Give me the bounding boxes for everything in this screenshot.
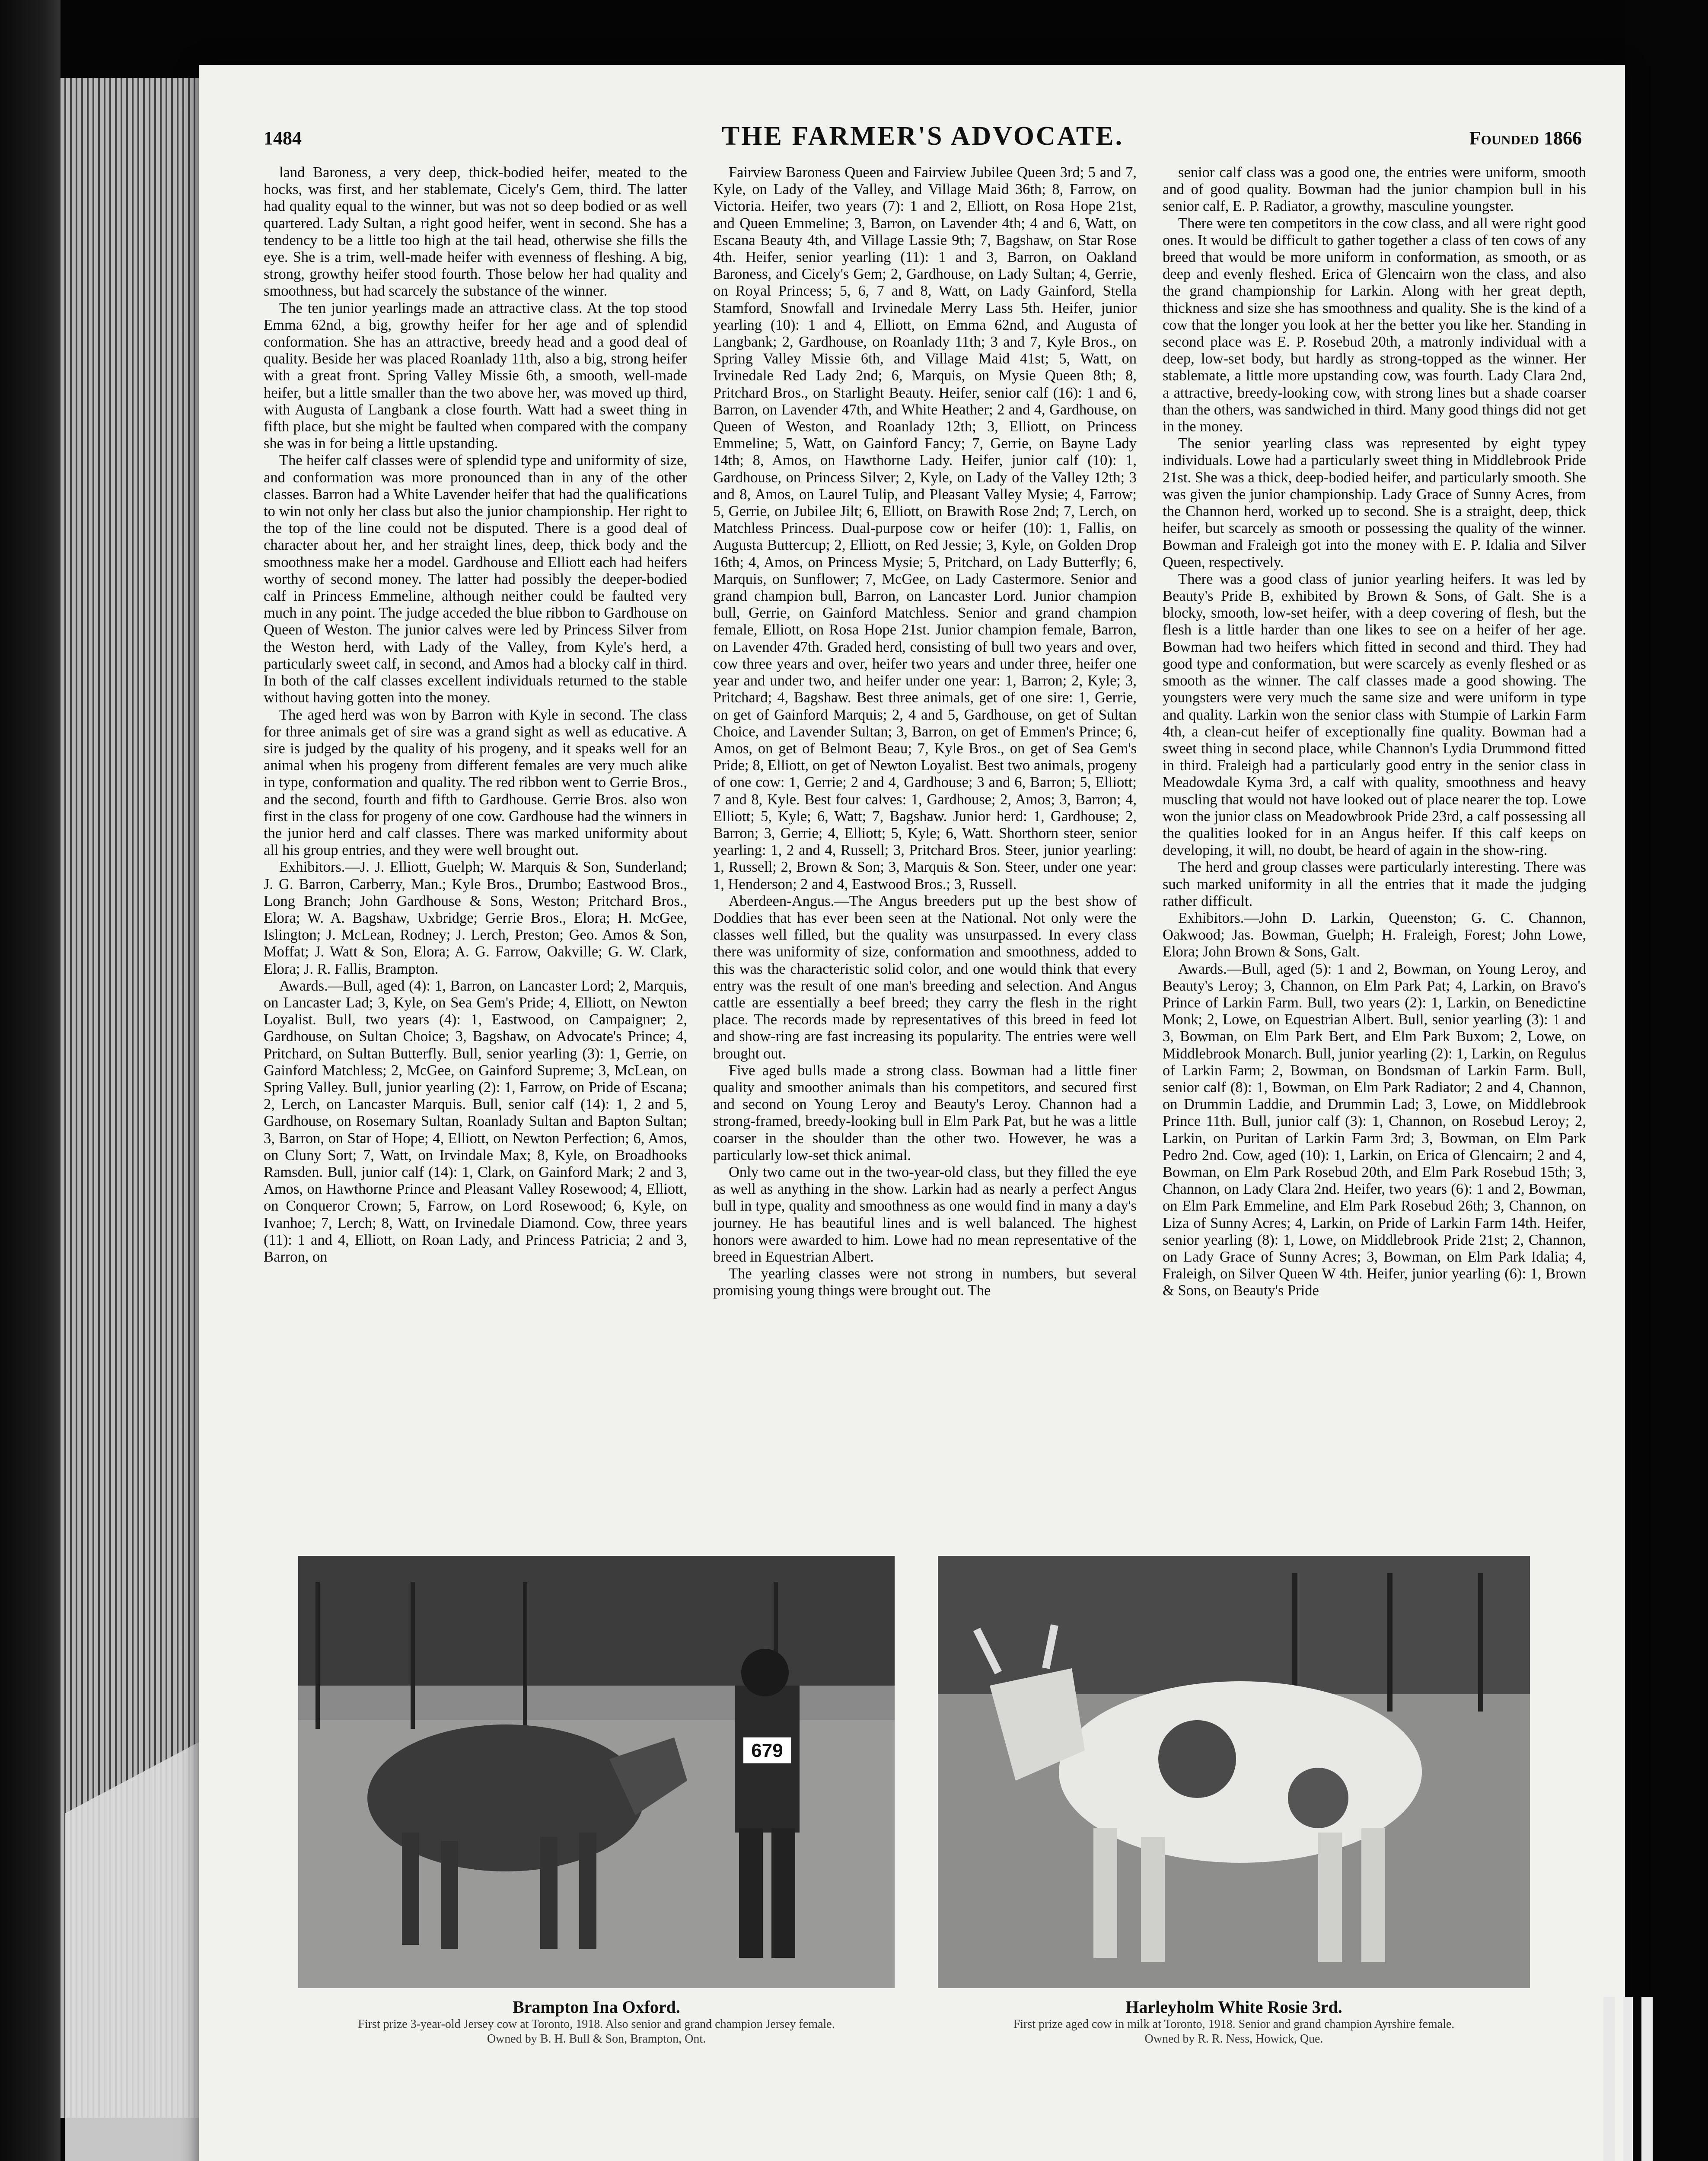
masthead-title: THE FARMER'S ADVOCATE. [721, 121, 1124, 151]
page-header [264, 121, 1582, 156]
text-column-2 [713, 164, 1137, 1608]
founded-line: Founded 1866 [1469, 127, 1582, 149]
text-column-1 [264, 164, 687, 1608]
paragraph: land Baroness, a very deep, thick-bodied heifer, meated to the hocks, was first, and her stablemate, Cicely's Gem, third. The latter had quality equal to the winner, but was not so deep bodied or as well quartered. Lady Sultan, a right good heifer, went in second. She has a tendency to be a little too high at the tail head, otherwise she fills the eye. She is a trim, well-made heifer with evenness of fleshing. A big, strong, growthy heifer stood fourth. Those below her had quality and smoothness, but had scarcely the substance of the winner. [264, 164, 687, 300]
book-binding-left [0, 0, 61, 2161]
paragraph: There were ten competitors in the cow class, and all were right good ones. It would be difficult to gather together a class of ten cows of any breed that would be more uniform in conformation, as smooth, or as deep and evenly fleshed. Erica of Glencairn won the class, and also the grand championship for Larkin. Along with her great depth, thickness and size she has smoothness and quality. She is the kind of a cow that the longer you look at her the better you like her. Standing in second place was E. P. Rosebud 20th, a matronly individual with a deep, low-set body, but hardly as strong-topped as the winner. Her stablemate, a little more upstanding cow, was fourth. Lady Clara 2nd, a attractive, breedy-looking cow, with strong lines but a shade coarser than the others, was sandwiched in third. Many good things did not get in the money. [1163, 215, 1586, 435]
paragraph: The aged herd was won by Barron with Kyle in second. The class for three animals get of sire was a grand sight as well as educative. A sire is judged by the quality of his progeny, and it speaks well for an animal when his progeny from different females are very much alike in type, conformation and quality. The red ribbon went to Gerrie Bros., and the second, fourth and fifth to Gardhouse. Gerrie Bros. also won first in the class for progeny of one cow. Gardhouse had the winners in the junior herd and calf classes. There was marked uniformity about all his group entries, and they were well brought out. [264, 706, 687, 859]
scan-background-right [1625, 0, 1708, 2161]
jersey-cow-image [298, 1556, 895, 1988]
caption-owner: Owned by B. H. Bull & Son, Brampton, Ont. [487, 2032, 706, 2046]
caption-ayrshire-cow [938, 1997, 1530, 2046]
photo-jersey-cow [298, 1556, 895, 1988]
exhibitor-number-card: 679 [751, 1740, 783, 1761]
photo-ayrshire-cow [938, 1556, 1530, 1988]
paragraph: Fairview Baroness Queen and Fairview Jubilee Queen 3rd; 5 and 7, Kyle, on Lady of the Valley, and Village Maid 36th; 8, Farrow, on Victoria. Heifer, two years (7): 1 and 2, Elliott, on Rosa Hope 21st, and Queen Emmeline; 3, Barron, on Lavender 4th; 4 and 6, Watt, on Escana Beauty 4th, and Village Lassie 9th; 7, Bagshaw, on Star Rose 4th. Heifer, senior yearling (11): 1 and 3, Barron, on Oakland Baroness, and Cicely's Gem; 2, Gardhouse, on Lady Sultan; 4, Gerrie, on Royal Princess; 5, 6, 7 and 8, Watt, on Lady Gainford, Stella Stamford, Snowfall and Irvinedale Merry Lass 5th. Heifer, junior yearling (10): 1 and 4, Elliott, on Emma 62nd, and Augusta of Langbank; 2, Gardhouse, on Roanlady 11th; 3 and 7, Kyle Bros., on Spring Valley Missie 6th, and Village Maid 41st; 5, Watt, on Irvinedale Red Lady 2nd; 6, Marquis, on Mysie Queen 8th; 8, Pritchard Bros., on Starlight Beauty. Heifer, senior calf (16): 1 and 6, Barron, on Lavender 47th, and White Heather; 2 and 4, Gardhouse, on Queen of Weston, and Roanlady 12th; 3, Elliott, on Princess Emmeline; 5, Watt, on Gainford Fancy; 7, Gerrie, on Bayne Lady 14th; 8, Amos, on Hawthorne Lady. Heifer, junior calf (10): 1, Gardhouse, on Princess Silver; 2, Kyle, on Lady of the Valley 12th; 3 and 8, Amos, on Laurel Tulip, and Pleasant Valley Mysie; 4, Farrow; 5, Gerrie, on Jubilee Jilt; 6, Elliott, on Brawith Rose 2nd; 7, Lerch, on Matchless Princess. Dual-purpose cow or heifer (10): 1, Fallis, on Augusta Buttercup; 2, Elliott, on Red Jessie; 3, Kyle, on Golden Drop 16th; 4, Amos, on Princess Mysie; 5, Pritchard, on Lady Butterfly; 6, Marquis, on Sunflower; 7, McGee, on Lady Castermore. Senior and grand champion bull, Barron, on Lancaster Lord. Junior champion bull, Gerrie, on Gainford Matchless. Senior and grand champion female, Elliott, on Rosa Hope 21st. Junior champion female, Barron, on Lavender 47th. Graded herd, consisting of bull two years and over, cow three years and over, heifer two years and under three, heifer one year and under two, and heifer under one year: 1, Barron; 2, Kyle; 3, Pritchard; 4, Bagshaw. Best three animals, get of one sire: 1, Gerrie, on get of Gainford Marquis; 2, 4 and 5, Gardhouse, on get of Sultan Choice, and Lavender Sultan; 3, Barron, on get of Emmen's Prince; 6, Amos, on get of Belmont Beau; 7, Kyle Bros., on get of Sea Gem's Pride; 8, Elliott, on get of Newton Loyalist. Best two animals, progeny of one cow: 1, Gerrie; 2 and 4, Gardhouse; 3 and 6, Barron; 5, Elliott; 7 and 8, Kyle. Best four calves: 1, Gardhouse; 2, Amos; 3, Barron; 4, Elliott; 5, Kyle; 6, Watt; 7, Bagshaw. Junior herd: 1, Gardhouse; 2, Barron; 3, Gerrie; 4, Elliott; 5, Kyle; 6, Watt. Shorthorn steer, senior yearling: 1, 2 and 4, Russell; 3, Pritchard Bros. Steer, junior yearling: 1, Russell; 2, Brown & Son; 3, Marquis & Son. Steer, under one year: 1, Henderson; 2 and 4, Eastwood Bros.; 3, Russell. [713, 164, 1137, 892]
newspaper-page [199, 65, 1625, 2161]
paragraph: There was a good class of junior yearling heifers. It was led by Beauty's Pride B, exhibited by Brown & Sons, of Galt. She is a blocky, smooth, low-set heifer, with a deep covering of flesh, but the flesh is a little harder than one likes to see on a heifer of her age. Bowman had two heifers which fitted in second and third. They had good type and conformation, but were scarcely as evenly fleshed or as smooth as the winner. The calf classes made a good showing. The youngsters were very much the same size and were uniform in type and quality. Larkin won the senior class with Stumpie of Larkin Farm 4th, a clean-cut heifer of exceptionally fine quality. Bowman had a sweet thing in second place, while Channon's Lydia Drummond fitted in third. Fraleigh had a particularly good entry in the senior class in Meadowdale Kyma 3rd, a calf with quality, smoothness and heavy muscling that would not have looked out of place nearer the top. Lowe won the junior class on Meadowbrook Pride 23rd, a calf possessing all the qualities looked for in an Angus heifer. If this calf keeps on developing, it will, no doubt, be heard of again in the show-ring. [1163, 571, 1586, 859]
paragraph: The ten junior yearlings made an attractive class. At the top stood Emma 62nd, a big, growthy heifer for her age and of splendid conformation. She has an attractive, breedy head and a good deal of quality. Beside her was placed Roanlady 11th, also a big, strong heifer with a great front. Spring Valley Missie 6th, a smooth, well-made heifer, but a little smaller than the two above her, was moved up third, with Augusta of Langbank a close fourth. Watt had a sweet thing in fifth place, but she might be faulted when compared with the company she was in for being a little upstanding. [264, 300, 687, 452]
caption-line: First prize 3-year-old Jersey cow at Toronto, 1918. Also senior and grand champion Jersey female. [358, 2018, 835, 2031]
caption-title: Harleyholm White Rosie 3rd. [1125, 1997, 1342, 2017]
text-column-3 [1163, 164, 1586, 1608]
paragraph: Aberdeen-Angus.—The Angus breeders put up the best show of Doddies that has ever been seen at the National. Not only were the classes well filled, but the quality was unsurpassed. In every class there was uniformity of size, conformation and smoothness, added to this was the characteristic solid color, and one would think that every entry was the result of one man's breeding and selection. And Angus cattle are essentially a beef breed; they carry the flesh in the right place. The records made by representatives of this breed in feed lot and show-ring are fast increasing its popularity. The entries were well brought out. [713, 892, 1137, 1062]
caption-jersey-cow [298, 1997, 895, 2046]
article-columns [264, 164, 1586, 1608]
paragraph: Five aged bulls made a strong class. Bowman had a little finer quality and smoother animals than his competitors, and secured first and second on Young Leroy and Beauty's Leroy. Channon had a strong-framed, breedy-looking bull in Elm Park Pat, but he was a little coarser in the shoulder than the other two. However, he was a particularly low-set thick animal. [713, 1062, 1137, 1163]
paragraph: Awards.—Bull, aged (4): 1, Barron, on Lancaster Lord; 2, Marquis, on Lancaster Lad; 3, Kyle, on Sea Gem's Pride; 4, Elliott, on Newton Loyalist. Bull, two years (4): 1, Eastwood, on Campaigner; 2, Gardhouse, on Sultan Choice; 3, Bagshaw, on Advocate's Prince; 4, Pritchard, on Sultan Butterfly. Bull, senior yearling (3): 1, Gerrie, on Gainford Matchless; 2, McGee, on Gainford Supreme; 3, McLean, on Spring Valley. Bull, junior yearling (2): 1, Farrow, on Pride of Escana; 2, Lerch, on Lancaster Marquis. Bull, senior calf (14): 1, 2 and 5, Gardhouse, on Rosemary Sultan, Roanlady Sultan and Bapton Sultan; 3, Barron, on Star of Hope; 4, Elliott, on Newton Perfection; 6, Amos, on Cluny Sort; 7, Watt, on Irvindale Max; 8, Kyle, on Broadhooks Ramsden. Bull, junior calf (14): 1, Clark, on Gainford Mark; 2 and 3, Amos, on Hawthorne Prince and Pleasant Valley Rosewood; 4, Elliott, on Conqueror Crown; 5, Farrow, on Lord Rosewood; 6, Kyle, on Ivanhoe; 7, Lerch; 8, Watt, on Irvinedale Diamond. Cow, three years (11): 1 and 4, Elliott, on Roan Lady, and Princess Patricia; 2 and 3, Barron, on [264, 977, 687, 1265]
paragraph: The yearling classes were not strong in numbers, but several promising young things were brought out. The [713, 1265, 1137, 1299]
ayrshire-cow-image [938, 1556, 1530, 1988]
film-marker-bars [1599, 1997, 1686, 2161]
caption-line: First prize aged cow in milk at Toronto, 1918. Senior and grand champion Ayrshire female. [1013, 2018, 1455, 2031]
paragraph: The herd and group classes were particularly interesting. There was such marked uniformity in all the entries that it made the judging rather difficult. [1163, 859, 1586, 909]
paragraph: Exhibitors.—J. J. Elliott, Guelph; W. Marquis & Son, Sunderland; J. G. Barron, Carberry, Man.; Kyle Bros., Drumbo; Eastwood Bros., Long Branch; John Gardhouse & Sons, Weston; Pritchard Bros., Elora; W. A. Bagshaw, Uxbridge; Gerrie Bros., Elora; H. McGee, Islington; J. McLean, Rodney; J. Lerch, Preston; Geo. Amos & Son, Moffat; J. Watt & Son, Elora; A. G. Farrow, Oakville; G. W. Clark, Elora; J. R. Fallis, Brampton. [264, 859, 687, 977]
paragraph: Exhibitors.—John D. Larkin, Queenston; G. C. Channon, Oakwood; Jas. Bowman, Guelph; H. Fraleigh, Forest; John Lowe, Elora; John Brown & Sons, Galt. [1163, 909, 1586, 960]
paragraph: Only two came out in the two-year-old class, but they filled the eye as well as anything in the show. Larkin had as nearly a perfect Angus bull in type, quality and smoothness as one would find in many a day's journey. He has beautiful lines and is well balanced. The highest honors were awarded to him. Lowe had no mean representative of the breed in Equestrian Albert. [713, 1163, 1137, 1265]
paragraph: The senior yearling class was represented by eight typey individuals. Lowe had a particularly sweet thing in Middlebrook Pride 21st. She was a thick, deep-bodied heifer, and particularly smooth. She was given the junior championship. Lady Grace of Sunny Acres, from the Channon herd, worked up to second. She is a straight, deep, thick heifer, but scarcely as smooth or possessing the quality of the winner. Bowman and Fraleigh got into the money with E. P. Idalia and Silver Queen, respectively. [1163, 435, 1586, 571]
paragraph: Awards.—Bull, aged (5): 1 and 2, Bowman, on Young Leroy, and Beauty's Leroy; 3, Channon, on Elm Park Pat; 4, Larkin, on Bravo's Prince of Larkin Farm. Bull, two years (2): 1, Larkin, on Benedictine Monk; 2, Lowe, on Equestrian Albert. Bull, senior yearling (3): 1 and 3, Bowman, on Elm Park Bert, and Elm Park Buxom; 2, Lowe, on Middlebrook Monarch. Bull, junior yearling (2): 1, Larkin, on Regulus of Larkin Farm; 2, Bowman, on Bondsman of Larkin Farm. Bull, senior calf (8): 1, Bowman, on Elm Park Radiator; 2 and 4, Channon, on Drummin Laddie, and Drummin Lad; 3, Lowe, on Middlebrook Prince 11th. Bull, junior calf (3): 1, Channon, on Rosebud Leroy; 2, Larkin, on Puritan of Larkin Farm 3rd; 3, Bowman, on Elm Park Pedro 2nd. Cow, aged (10): 1, Larkin, on Erica of Glencairn; 2 and 4, Bowman, on Elm Park Rosebud 20th, and Elm Park Rosebud 15th; 3, Channon, on Lady Clara 2nd. Heifer, two years (6): 1 and 2, Bowman, on Elm Park Emmeline, and Elm Park Rosebud 26th; 3, Channon, on Liza of Sunny Acres; 4, Larkin, on Pride of Larkin Farm 14th. Heifer, senior yearling (8): 1, Lowe, on Middlebrook Pride 21st; 2, Channon, on Lady Grace of Sunny Acres; 3, Bowman, on Elm Park Idalia; 4, Fraleigh, on Silver Queen W 4th. Heifer, junior yearling (6): 1, Brown & Sons, on Beauty's Pride [1163, 960, 1586, 1299]
caption-owner: Owned by R. R. Ness, Howick, Que. [1144, 2032, 1323, 2046]
paragraph: senior calf class was a good one, the entries were uniform, smooth and of good quality. Bowman had the junior champion bull in his senior calf, E. P. Radiator, a growthy, masculine youngster. [1163, 164, 1586, 215]
paragraph: The heifer calf classes were of splendid type and uniformity of size, and conformation was more pronounced than in any of the other classes. Barron had a White Lavender heifer that had the qualifications to win not only her class but also the junior championship. Her right to the top of the line could not be disputed. There is a good deal of character about her, and her straight lines, deep, thick body and the smoothness make her a model. Gardhouse and Elliott each had heifers worthy of second money. The latter had possibly the deeper-bodied calf in Princess Emmeline, although neither could be faulted very much in any point. The judge acceded the blue ribbon to Gardhouse on Queen of Weston. The junior calves were led by Princess Silver from the Weston herd, with Lady of the Valley, from Kyle's herd, a particularly sweet calf, in second, and Amos had a blocky calf in third. In both of the calf classes excellent individuals returned to the stable without having gotten into the money. [264, 452, 687, 706]
page-number: 1484 [264, 127, 302, 149]
caption-title: Brampton Ina Oxford. [513, 1997, 680, 2017]
